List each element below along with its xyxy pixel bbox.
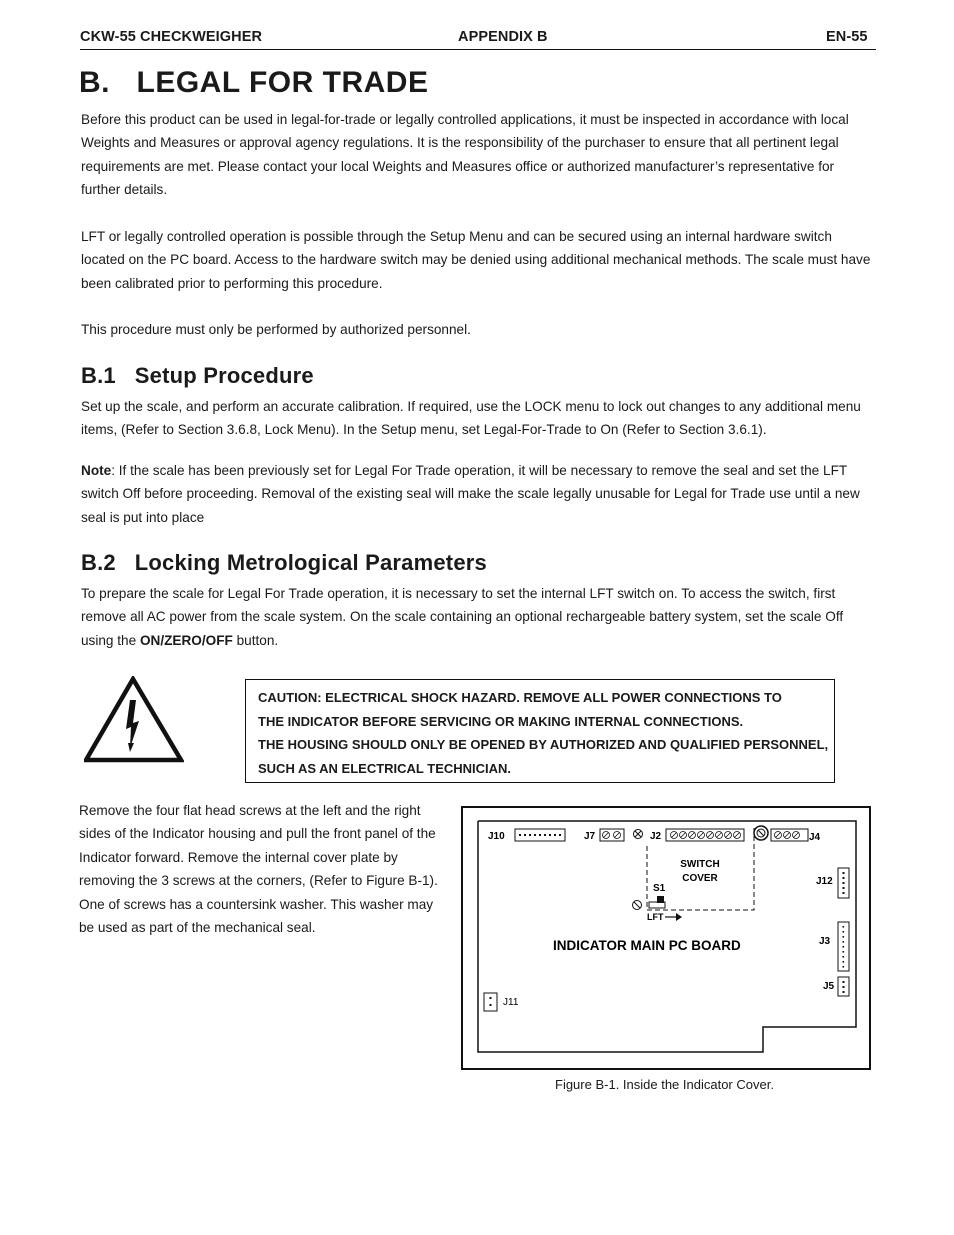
j12-label: J12 [816,876,833,887]
j4-connector [771,829,808,841]
header-appendix: APPENDIX B [458,29,548,45]
j2-label: J2 [650,831,662,842]
switch-cover-label-2: COVER [682,873,718,884]
header-rule [80,49,876,50]
board-label: INDICATOR MAIN PC BOARD [553,938,741,953]
s1-label: S1 [653,883,666,894]
note-label: Note [81,463,112,478]
locking-paragraph [81,582,861,652]
cover-removal-text: Remove the four flat head screws at the left and the right sides of the Indicator housing and pull the front panel of the Indicator forward. Remove the internal cover plate by removing the 3 screws at the corners, (Refer to Figure B-1). One of screws has a countersink washer. This washer may be used as part of the mechanical seal. [79,803,438,936]
j11-connector [484,993,497,1011]
note-text: : If the scale has been previously set for Legal For Trade operation, it will be necessary to remove the seal and set the LFT switch Off before proceeding. Removal of the existing seal will make the scale legally unusable for Legal for Trade use until a new seal is put into place [81,463,860,525]
setup-paragraph: Set up the scale, and perform an accurate calibration. If required, use the LOCK menu to lock out changes to any additional menu items, (Refer to Section 3.6.8, Lock Menu). In the Setup menu, set Legal-For-Trade to On (Refer to Section 3.6.1). [81,399,861,438]
j5-connector [838,977,849,996]
on-zero-off-button-label: ON/ZERO/OFF [139,632,233,648]
j2-connector [666,829,744,841]
intro-paragraph-3: This procedure must only be performed by authorized personnel. [81,322,471,337]
lft-switch [633,896,666,910]
section-heading-locking: B.2 Locking Metrological Parameters [81,550,487,575]
page-title: B. LEGAL FOR TRADE [79,66,429,99]
electrical-hazard-icon [84,676,184,764]
caution-box [245,679,835,783]
washer-screw-icon [754,826,768,840]
j3-connector [838,922,849,971]
j7-connector [600,829,624,841]
lft-arrow-icon [665,913,682,921]
j10-label: J10 [488,831,505,842]
lft-label: LFT [647,912,664,922]
section-heading-setup: B.1 Setup Procedure [81,363,314,388]
j12-connector [838,868,849,898]
j4-label: J4 [809,832,821,843]
caution-line-4: SUCH AS AN ELECTRICAL TECHNICIAN. [258,760,512,776]
note-paragraph [81,459,873,529]
locking-text-end: button. [232,632,279,648]
figure-caption: Figure B-1. Inside the Indicator Cover. [555,1077,774,1092]
intro-paragraph-1: Before this product can be used in legal-for-trade or legally controlled applications, it must be inspected in accordance with local Weights and Measures or approval agency regulations. It is the responsibility of the purchaser to ensure that all pertinent legal requirements are met. Please contact your local Weights and Measures office or authorized manufacturer’s representative for further details. [81,112,849,198]
caution-line-2: THE INDICATOR BEFORE SERVICING OR MAKING INTERNAL CONNECTIONS. [258,713,744,729]
j3-label: J3 [819,936,831,947]
j5-label: J5 [823,981,835,992]
switch-cover-label-1: SWITCH [680,859,720,870]
locking-text-start: To prepare the scale for Legal For Trade operation, it is necessary to set the internal LFT switch on. To access the switch, first remove all AC power from the scale system. On the scale containing an optional rechargeable battery system, set the scale Off using the [81,586,844,648]
pc-board-figure [461,806,871,1070]
j11-label: J11 [503,997,519,1008]
caution-line-3: THE HOUSING SHOULD ONLY BE OPENED BY AUTHORIZED AND QUALIFIED PERSONNEL, [258,737,829,752]
header-page-number: EN-55 [826,29,868,45]
caution-line-1: CAUTION: ELECTRICAL SHOCK HAZARD. REMOVE ALL POWER CONNECTIONS TO [258,690,782,705]
j10-connector [515,829,565,841]
header-product: CKW-55 CHECKWEIGHER [80,29,263,45]
screw-icon [634,830,643,839]
intro-paragraph-2: LFT or legally controlled operation is possible through the Setup Menu and can be secured using an internal hardware switch located on the PC board. Access to the hardware switch may be denied using additional mechanical methods. The scale must have been calibrated prior to performing this procedure. [81,229,871,291]
j7-label: J7 [584,831,596,842]
